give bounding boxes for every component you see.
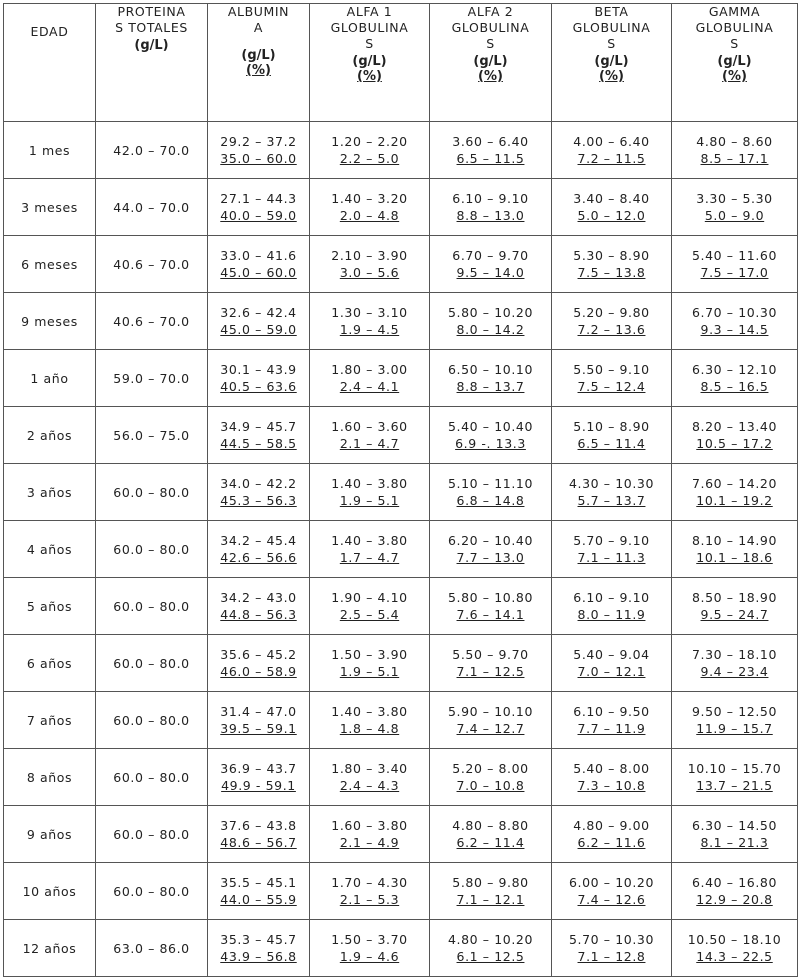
beta-cell <box>552 521 672 578</box>
total-protein-cell: 59.0 – 70.0 <box>96 350 208 407</box>
gamma-gl-value: 6.30 – 12.10 <box>691 362 777 377</box>
header-gamma-unit: (g/L) <box>717 54 752 69</box>
alb-cell <box>208 749 310 806</box>
gamma-cell <box>672 635 798 692</box>
alb-pct-value: 42.6 – 56.6 <box>220 550 297 565</box>
table-row <box>4 236 798 293</box>
beta-gl-value: 4.80 – 9.00 <box>573 818 650 833</box>
table-body <box>4 122 798 977</box>
beta-cell <box>552 407 672 464</box>
a2-gl-value: 5.80 – 9.80 <box>452 875 529 890</box>
header-alfa2-label: ALFA 2 GLOBULINA S <box>451 4 530 51</box>
a1-cell <box>310 521 430 578</box>
a2-cell <box>430 635 552 692</box>
a2-cell <box>430 464 552 521</box>
total-protein-cell: 40.6 – 70.0 <box>96 236 208 293</box>
header-alfa1-unit: (g/L) <box>352 54 387 69</box>
total-protein-cell: 60.0 – 80.0 <box>96 692 208 749</box>
beta-cell <box>552 635 672 692</box>
a2-pct-value: 6.5 – 11.5 <box>456 151 525 166</box>
a1-pct-value: 2.0 – 4.8 <box>339 208 400 223</box>
table-row <box>4 578 798 635</box>
a1-pct-value: 2.2 – 5.0 <box>339 151 400 166</box>
beta-gl-value: 6.10 – 9.10 <box>573 590 650 605</box>
a2-pct-value: 9.5 – 14.0 <box>456 265 525 280</box>
a1-pct-value: 3.0 – 5.6 <box>339 265 400 280</box>
alb-pct-value: 43.9 – 56.8 <box>220 949 297 964</box>
a2-gl-value: 6.50 – 10.10 <box>447 362 533 377</box>
beta-gl-value: 4.00 – 6.40 <box>573 134 650 149</box>
a1-cell <box>310 749 430 806</box>
a2-pct-value: 7.7 – 13.0 <box>456 550 525 565</box>
beta-pct-value: 7.1 – 12.8 <box>577 949 646 964</box>
a1-pct-value: 2.4 – 4.1 <box>339 379 400 394</box>
header-gamma-pct: (%) <box>722 69 747 84</box>
gamma-pct-value: 5.0 – 9.0 <box>704 208 765 223</box>
a2-cell <box>430 863 552 920</box>
a2-gl-value: 6.20 – 10.40 <box>447 533 533 548</box>
a1-gl-value: 1.20 – 2.20 <box>331 134 408 149</box>
gamma-pct-value: 10.1 – 19.2 <box>696 493 773 508</box>
a2-gl-value: 5.20 – 8.00 <box>452 761 529 776</box>
alb-cell <box>208 863 310 920</box>
alb-pct-value: 40.5 – 63.6 <box>220 379 297 394</box>
beta-pct-value: 7.5 – 12.4 <box>577 379 646 394</box>
header-alfa1-label: ALFA 1 GLOBULINA S <box>330 4 409 51</box>
gamma-pct-value: 10.5 – 17.2 <box>696 436 773 451</box>
reference-table <box>3 3 798 977</box>
header-alfa2-pct: (%) <box>478 69 503 84</box>
age-cell: 1 año <box>4 350 96 407</box>
age-cell: 9 años <box>4 806 96 863</box>
a2-pct-value: 6.1 – 12.5 <box>456 949 525 964</box>
gamma-pct-value: 7.5 – 17.0 <box>700 265 769 280</box>
header-beta-pct: (%) <box>599 69 624 84</box>
gamma-cell <box>672 236 798 293</box>
alb-gl-value: 35.5 – 45.1 <box>220 875 297 890</box>
alb-gl-value: 33.0 – 41.6 <box>220 248 297 263</box>
a1-pct-value: 2.1 – 5.3 <box>339 892 400 907</box>
header-albumina <box>208 4 310 122</box>
alb-pct-value: 40.0 – 59.0 <box>220 208 297 223</box>
table-row <box>4 749 798 806</box>
age-cell: 10 años <box>4 863 96 920</box>
age-cell: 1 mes <box>4 122 96 179</box>
total-protein-cell: 60.0 – 80.0 <box>96 578 208 635</box>
alb-pct-value: 46.0 – 58.9 <box>220 664 297 679</box>
a1-cell <box>310 407 430 464</box>
header-edad-label: EDAD <box>30 24 69 39</box>
total-protein-cell: 60.0 – 80.0 <box>96 635 208 692</box>
beta-pct-value: 6.2 – 11.6 <box>577 835 646 850</box>
beta-gl-value: 5.40 – 9.04 <box>573 647 650 662</box>
beta-cell <box>552 749 672 806</box>
alb-pct-value: 45.0 – 60.0 <box>220 265 297 280</box>
a2-gl-value: 5.40 – 10.40 <box>447 419 533 434</box>
beta-gl-value: 5.70 – 9.10 <box>573 533 650 548</box>
gamma-gl-value: 8.10 – 14.90 <box>691 533 777 548</box>
beta-cell <box>552 236 672 293</box>
total-protein-cell: 60.0 – 80.0 <box>96 806 208 863</box>
a2-gl-value: 5.90 – 10.10 <box>447 704 533 719</box>
a2-gl-value: 5.80 – 10.80 <box>447 590 533 605</box>
total-protein-cell: 60.0 – 80.0 <box>96 863 208 920</box>
header-beta-unit: (g/L) <box>594 54 629 69</box>
alb-gl-value: 34.2 – 45.4 <box>220 533 297 548</box>
table-row <box>4 863 798 920</box>
table-row <box>4 293 798 350</box>
table-row <box>4 350 798 407</box>
a2-cell <box>430 293 552 350</box>
a1-gl-value: 1.60 – 3.80 <box>331 818 408 833</box>
header-albumina-label: ALBUMIN A <box>227 4 290 35</box>
age-cell: 9 meses <box>4 293 96 350</box>
a1-gl-value: 1.70 – 4.30 <box>331 875 408 890</box>
alb-gl-value: 37.6 – 43.8 <box>220 818 297 833</box>
alb-gl-value: 35.3 – 45.7 <box>220 932 297 947</box>
beta-pct-value: 8.0 – 11.9 <box>577 607 646 622</box>
alb-cell <box>208 521 310 578</box>
alb-cell <box>208 236 310 293</box>
beta-cell <box>552 863 672 920</box>
a1-gl-value: 1.60 – 3.60 <box>331 419 408 434</box>
a2-cell <box>430 122 552 179</box>
header-proteinas-label: PROTEINA S TOTALES <box>115 4 188 35</box>
alb-gl-value: 35.6 – 45.2 <box>220 647 297 662</box>
beta-pct-value: 7.2 – 11.5 <box>577 151 646 166</box>
a1-pct-value: 1.8 – 4.8 <box>339 721 400 736</box>
age-cell: 6 meses <box>4 236 96 293</box>
alb-gl-value: 31.4 – 47.0 <box>220 704 297 719</box>
header-albumina-pct: (%) <box>246 63 271 78</box>
alb-cell <box>208 920 310 977</box>
header-alfa1 <box>310 4 430 122</box>
alb-cell <box>208 806 310 863</box>
a1-gl-value: 1.80 – 3.40 <box>331 761 408 776</box>
gamma-gl-value: 5.40 – 11.60 <box>691 248 777 263</box>
beta-pct-value: 5.0 – 12.0 <box>577 208 646 223</box>
age-cell: 2 años <box>4 407 96 464</box>
a1-gl-value: 2.10 – 3.90 <box>331 248 408 263</box>
beta-gl-value: 4.30 – 10.30 <box>568 476 654 491</box>
alb-cell <box>208 464 310 521</box>
gamma-gl-value: 6.70 – 10.30 <box>691 305 777 320</box>
a1-cell <box>310 635 430 692</box>
alb-cell <box>208 350 310 407</box>
age-cell: 7 años <box>4 692 96 749</box>
total-protein-cell: 63.0 – 86.0 <box>96 920 208 977</box>
a1-pct-value: 1.9 – 4.6 <box>339 949 400 964</box>
gamma-cell <box>672 806 798 863</box>
a1-cell <box>310 464 430 521</box>
header-alfa1-pct: (%) <box>357 69 382 84</box>
beta-gl-value: 5.10 – 8.90 <box>573 419 650 434</box>
gamma-pct-value: 8.5 – 16.5 <box>700 379 769 394</box>
a1-pct-value: 1.9 – 4.5 <box>339 322 400 337</box>
gamma-pct-value: 9.3 – 14.5 <box>700 322 769 337</box>
a1-cell <box>310 920 430 977</box>
age-cell: 3 años <box>4 464 96 521</box>
alb-pct-value: 45.3 – 56.3 <box>220 493 297 508</box>
a2-cell <box>430 692 552 749</box>
a1-cell <box>310 179 430 236</box>
alb-gl-value: 27.1 – 44.3 <box>220 191 297 206</box>
gamma-pct-value: 14.3 – 22.5 <box>696 949 773 964</box>
a2-gl-value: 5.80 – 10.20 <box>447 305 533 320</box>
a1-gl-value: 1.30 – 3.10 <box>331 305 408 320</box>
header-row <box>4 4 798 122</box>
beta-cell <box>552 122 672 179</box>
alb-cell <box>208 407 310 464</box>
gamma-cell <box>672 578 798 635</box>
a1-cell <box>310 236 430 293</box>
beta-pct-value: 6.5 – 11.4 <box>577 436 646 451</box>
beta-pct-value: 7.5 – 13.8 <box>577 265 646 280</box>
a2-cell <box>430 920 552 977</box>
table-row <box>4 920 798 977</box>
beta-pct-value: 7.2 – 13.6 <box>577 322 646 337</box>
gamma-pct-value: 12.9 – 20.8 <box>696 892 773 907</box>
gamma-cell <box>672 863 798 920</box>
table-row <box>4 635 798 692</box>
beta-gl-value: 5.50 – 9.10 <box>573 362 650 377</box>
header-gamma-label: GAMMA GLOBULINA S <box>695 4 774 51</box>
a2-gl-value: 5.50 – 9.70 <box>452 647 529 662</box>
alb-cell <box>208 635 310 692</box>
gamma-gl-value: 3.30 – 5.30 <box>696 191 773 206</box>
alb-pct-value: 49.9 - 59.1 <box>221 778 296 793</box>
a1-cell <box>310 806 430 863</box>
beta-cell <box>552 293 672 350</box>
a2-cell <box>430 350 552 407</box>
gamma-cell <box>672 692 798 749</box>
gamma-pct-value: 13.7 – 21.5 <box>696 778 773 793</box>
a1-pct-value: 1.9 – 5.1 <box>339 493 400 508</box>
beta-gl-value: 5.40 – 8.00 <box>573 761 650 776</box>
a2-pct-value: 7.1 – 12.1 <box>456 892 525 907</box>
a2-cell <box>430 236 552 293</box>
gamma-cell <box>672 749 798 806</box>
beta-cell <box>552 920 672 977</box>
beta-cell <box>552 692 672 749</box>
a2-pct-value: 7.6 – 14.1 <box>456 607 525 622</box>
alb-pct-value: 44.5 – 58.5 <box>220 436 297 451</box>
beta-cell <box>552 464 672 521</box>
header-albumina-unit: (g/L) <box>241 48 276 63</box>
a2-pct-value: 8.8 – 13.0 <box>456 208 525 223</box>
a2-gl-value: 3.60 – 6.40 <box>452 134 529 149</box>
gamma-cell <box>672 464 798 521</box>
gamma-cell <box>672 920 798 977</box>
gamma-pct-value: 11.9 – 15.7 <box>696 721 773 736</box>
alb-cell <box>208 179 310 236</box>
a1-cell <box>310 578 430 635</box>
table-row <box>4 806 798 863</box>
a1-gl-value: 1.50 – 3.70 <box>331 932 408 947</box>
a1-cell <box>310 122 430 179</box>
table-row <box>4 521 798 578</box>
total-protein-cell: 42.0 – 70.0 <box>96 122 208 179</box>
alb-gl-value: 34.9 – 45.7 <box>220 419 297 434</box>
alb-cell <box>208 578 310 635</box>
gamma-cell <box>672 350 798 407</box>
header-gamma <box>672 4 798 122</box>
alb-cell <box>208 692 310 749</box>
total-protein-cell: 40.6 – 70.0 <box>96 293 208 350</box>
gamma-gl-value: 10.10 – 15.70 <box>687 761 782 776</box>
a1-gl-value: 1.40 – 3.80 <box>331 533 408 548</box>
alb-cell <box>208 122 310 179</box>
a1-gl-value: 1.90 – 4.10 <box>331 590 408 605</box>
gamma-gl-value: 6.30 – 14.50 <box>691 818 777 833</box>
a2-cell <box>430 407 552 464</box>
beta-gl-value: 5.20 – 9.80 <box>573 305 650 320</box>
beta-cell <box>552 806 672 863</box>
alb-gl-value: 36.9 – 43.7 <box>220 761 297 776</box>
a2-cell <box>430 521 552 578</box>
table-row <box>4 692 798 749</box>
a2-pct-value: 7.0 – 10.8 <box>456 778 525 793</box>
header-beta <box>552 4 672 122</box>
age-cell: 12 años <box>4 920 96 977</box>
gamma-cell <box>672 293 798 350</box>
header-alfa2 <box>430 4 552 122</box>
alb-pct-value: 39.5 – 59.1 <box>220 721 297 736</box>
gamma-pct-value: 9.5 – 24.7 <box>700 607 769 622</box>
gamma-cell <box>672 521 798 578</box>
a1-cell <box>310 293 430 350</box>
a1-gl-value: 1.50 – 3.90 <box>331 647 408 662</box>
a2-cell <box>430 578 552 635</box>
age-cell: 4 años <box>4 521 96 578</box>
age-cell: 6 años <box>4 635 96 692</box>
a2-cell <box>430 749 552 806</box>
a2-pct-value: 6.8 – 14.8 <box>456 493 525 508</box>
a2-gl-value: 6.10 – 9.10 <box>452 191 529 206</box>
gamma-cell <box>672 122 798 179</box>
alb-gl-value: 30.1 – 43.9 <box>220 362 297 377</box>
gamma-pct-value: 10.1 – 18.6 <box>696 550 773 565</box>
gamma-gl-value: 4.80 – 8.60 <box>696 134 773 149</box>
table-row <box>4 179 798 236</box>
alb-cell <box>208 293 310 350</box>
header-alfa2-unit: (g/L) <box>473 54 508 69</box>
alb-pct-value: 48.6 – 56.7 <box>220 835 297 850</box>
alb-gl-value: 32.6 – 42.4 <box>220 305 297 320</box>
a2-cell <box>430 179 552 236</box>
a1-cell <box>310 863 430 920</box>
beta-cell <box>552 578 672 635</box>
gamma-cell <box>672 407 798 464</box>
a2-gl-value: 6.70 – 9.70 <box>452 248 529 263</box>
gamma-gl-value: 7.60 – 14.20 <box>691 476 777 491</box>
age-cell: 3 meses <box>4 179 96 236</box>
alb-pct-value: 45.0 – 59.0 <box>220 322 297 337</box>
alb-pct-value: 35.0 – 60.0 <box>220 151 297 166</box>
alb-pct-value: 44.0 – 55.9 <box>220 892 297 907</box>
a1-gl-value: 1.40 – 3.80 <box>331 704 408 719</box>
beta-pct-value: 7.7 – 11.9 <box>577 721 646 736</box>
beta-cell <box>552 179 672 236</box>
gamma-gl-value: 6.40 – 16.80 <box>691 875 777 890</box>
a2-pct-value: 8.0 – 14.2 <box>456 322 525 337</box>
a2-gl-value: 4.80 – 8.80 <box>452 818 529 833</box>
gamma-gl-value: 8.20 – 13.40 <box>691 419 777 434</box>
beta-pct-value: 7.0 – 12.1 <box>577 664 646 679</box>
gamma-gl-value: 7.30 – 18.10 <box>691 647 777 662</box>
table-row <box>4 122 798 179</box>
gamma-pct-value: 8.1 – 21.3 <box>700 835 769 850</box>
header-proteinas-unit: (g/L) <box>134 38 169 53</box>
beta-gl-value: 5.30 – 8.90 <box>573 248 650 263</box>
total-protein-cell: 60.0 – 80.0 <box>96 464 208 521</box>
beta-pct-value: 7.3 – 10.8 <box>577 778 646 793</box>
a1-gl-value: 1.40 – 3.20 <box>331 191 408 206</box>
alb-gl-value: 34.0 – 42.2 <box>220 476 297 491</box>
a2-pct-value: 6.9 -. 13.3 <box>455 436 526 451</box>
beta-gl-value: 6.00 – 10.20 <box>568 875 654 890</box>
beta-gl-value: 3.40 – 8.40 <box>573 191 650 206</box>
a2-pct-value: 7.4 – 12.7 <box>456 721 525 736</box>
age-cell: 5 años <box>4 578 96 635</box>
table-row <box>4 407 798 464</box>
header-beta-label: BETA GLOBULINA S <box>572 4 651 51</box>
gamma-gl-value: 10.50 – 18.10 <box>687 932 782 947</box>
beta-pct-value: 7.1 – 11.3 <box>577 550 646 565</box>
a1-pct-value: 1.7 – 4.7 <box>339 550 400 565</box>
a1-pct-value: 2.1 – 4.9 <box>339 835 400 850</box>
a1-gl-value: 1.40 – 3.80 <box>331 476 408 491</box>
a1-pct-value: 2.1 – 4.7 <box>339 436 400 451</box>
gamma-cell <box>672 179 798 236</box>
total-protein-cell: 44.0 – 70.0 <box>96 179 208 236</box>
total-protein-cell: 60.0 – 80.0 <box>96 749 208 806</box>
a2-pct-value: 6.2 – 11.4 <box>456 835 525 850</box>
total-protein-cell: 60.0 – 80.0 <box>96 521 208 578</box>
beta-pct-value: 5.7 – 13.7 <box>577 493 646 508</box>
beta-gl-value: 6.10 – 9.50 <box>573 704 650 719</box>
gamma-gl-value: 8.50 – 18.90 <box>691 590 777 605</box>
a2-gl-value: 4.80 – 10.20 <box>447 932 533 947</box>
beta-cell <box>552 350 672 407</box>
header-edad <box>4 4 96 122</box>
beta-pct-value: 7.4 – 12.6 <box>577 892 646 907</box>
a2-pct-value: 7.1 – 12.5 <box>456 664 525 679</box>
a1-pct-value: 2.4 – 4.3 <box>339 778 400 793</box>
alb-gl-value: 34.2 – 43.0 <box>220 590 297 605</box>
a2-cell <box>430 806 552 863</box>
a1-cell <box>310 692 430 749</box>
beta-gl-value: 5.70 – 10.30 <box>568 932 654 947</box>
a1-gl-value: 1.80 – 3.00 <box>331 362 408 377</box>
header-proteinas-totales <box>96 4 208 122</box>
table-row <box>4 464 798 521</box>
gamma-gl-value: 9.50 – 12.50 <box>691 704 777 719</box>
gamma-pct-value: 9.4 – 23.4 <box>700 664 769 679</box>
a2-gl-value: 5.10 – 11.10 <box>447 476 533 491</box>
age-cell: 8 años <box>4 749 96 806</box>
table-header <box>4 4 798 122</box>
a1-pct-value: 1.9 – 5.1 <box>339 664 400 679</box>
a1-pct-value: 2.5 – 5.4 <box>339 607 400 622</box>
a2-pct-value: 8.8 – 13.7 <box>456 379 525 394</box>
total-protein-cell: 56.0 – 75.0 <box>96 407 208 464</box>
a1-cell <box>310 350 430 407</box>
alb-pct-value: 44.8 – 56.3 <box>220 607 297 622</box>
alb-gl-value: 29.2 – 37.2 <box>220 134 297 149</box>
gamma-pct-value: 8.5 – 17.1 <box>700 151 769 166</box>
